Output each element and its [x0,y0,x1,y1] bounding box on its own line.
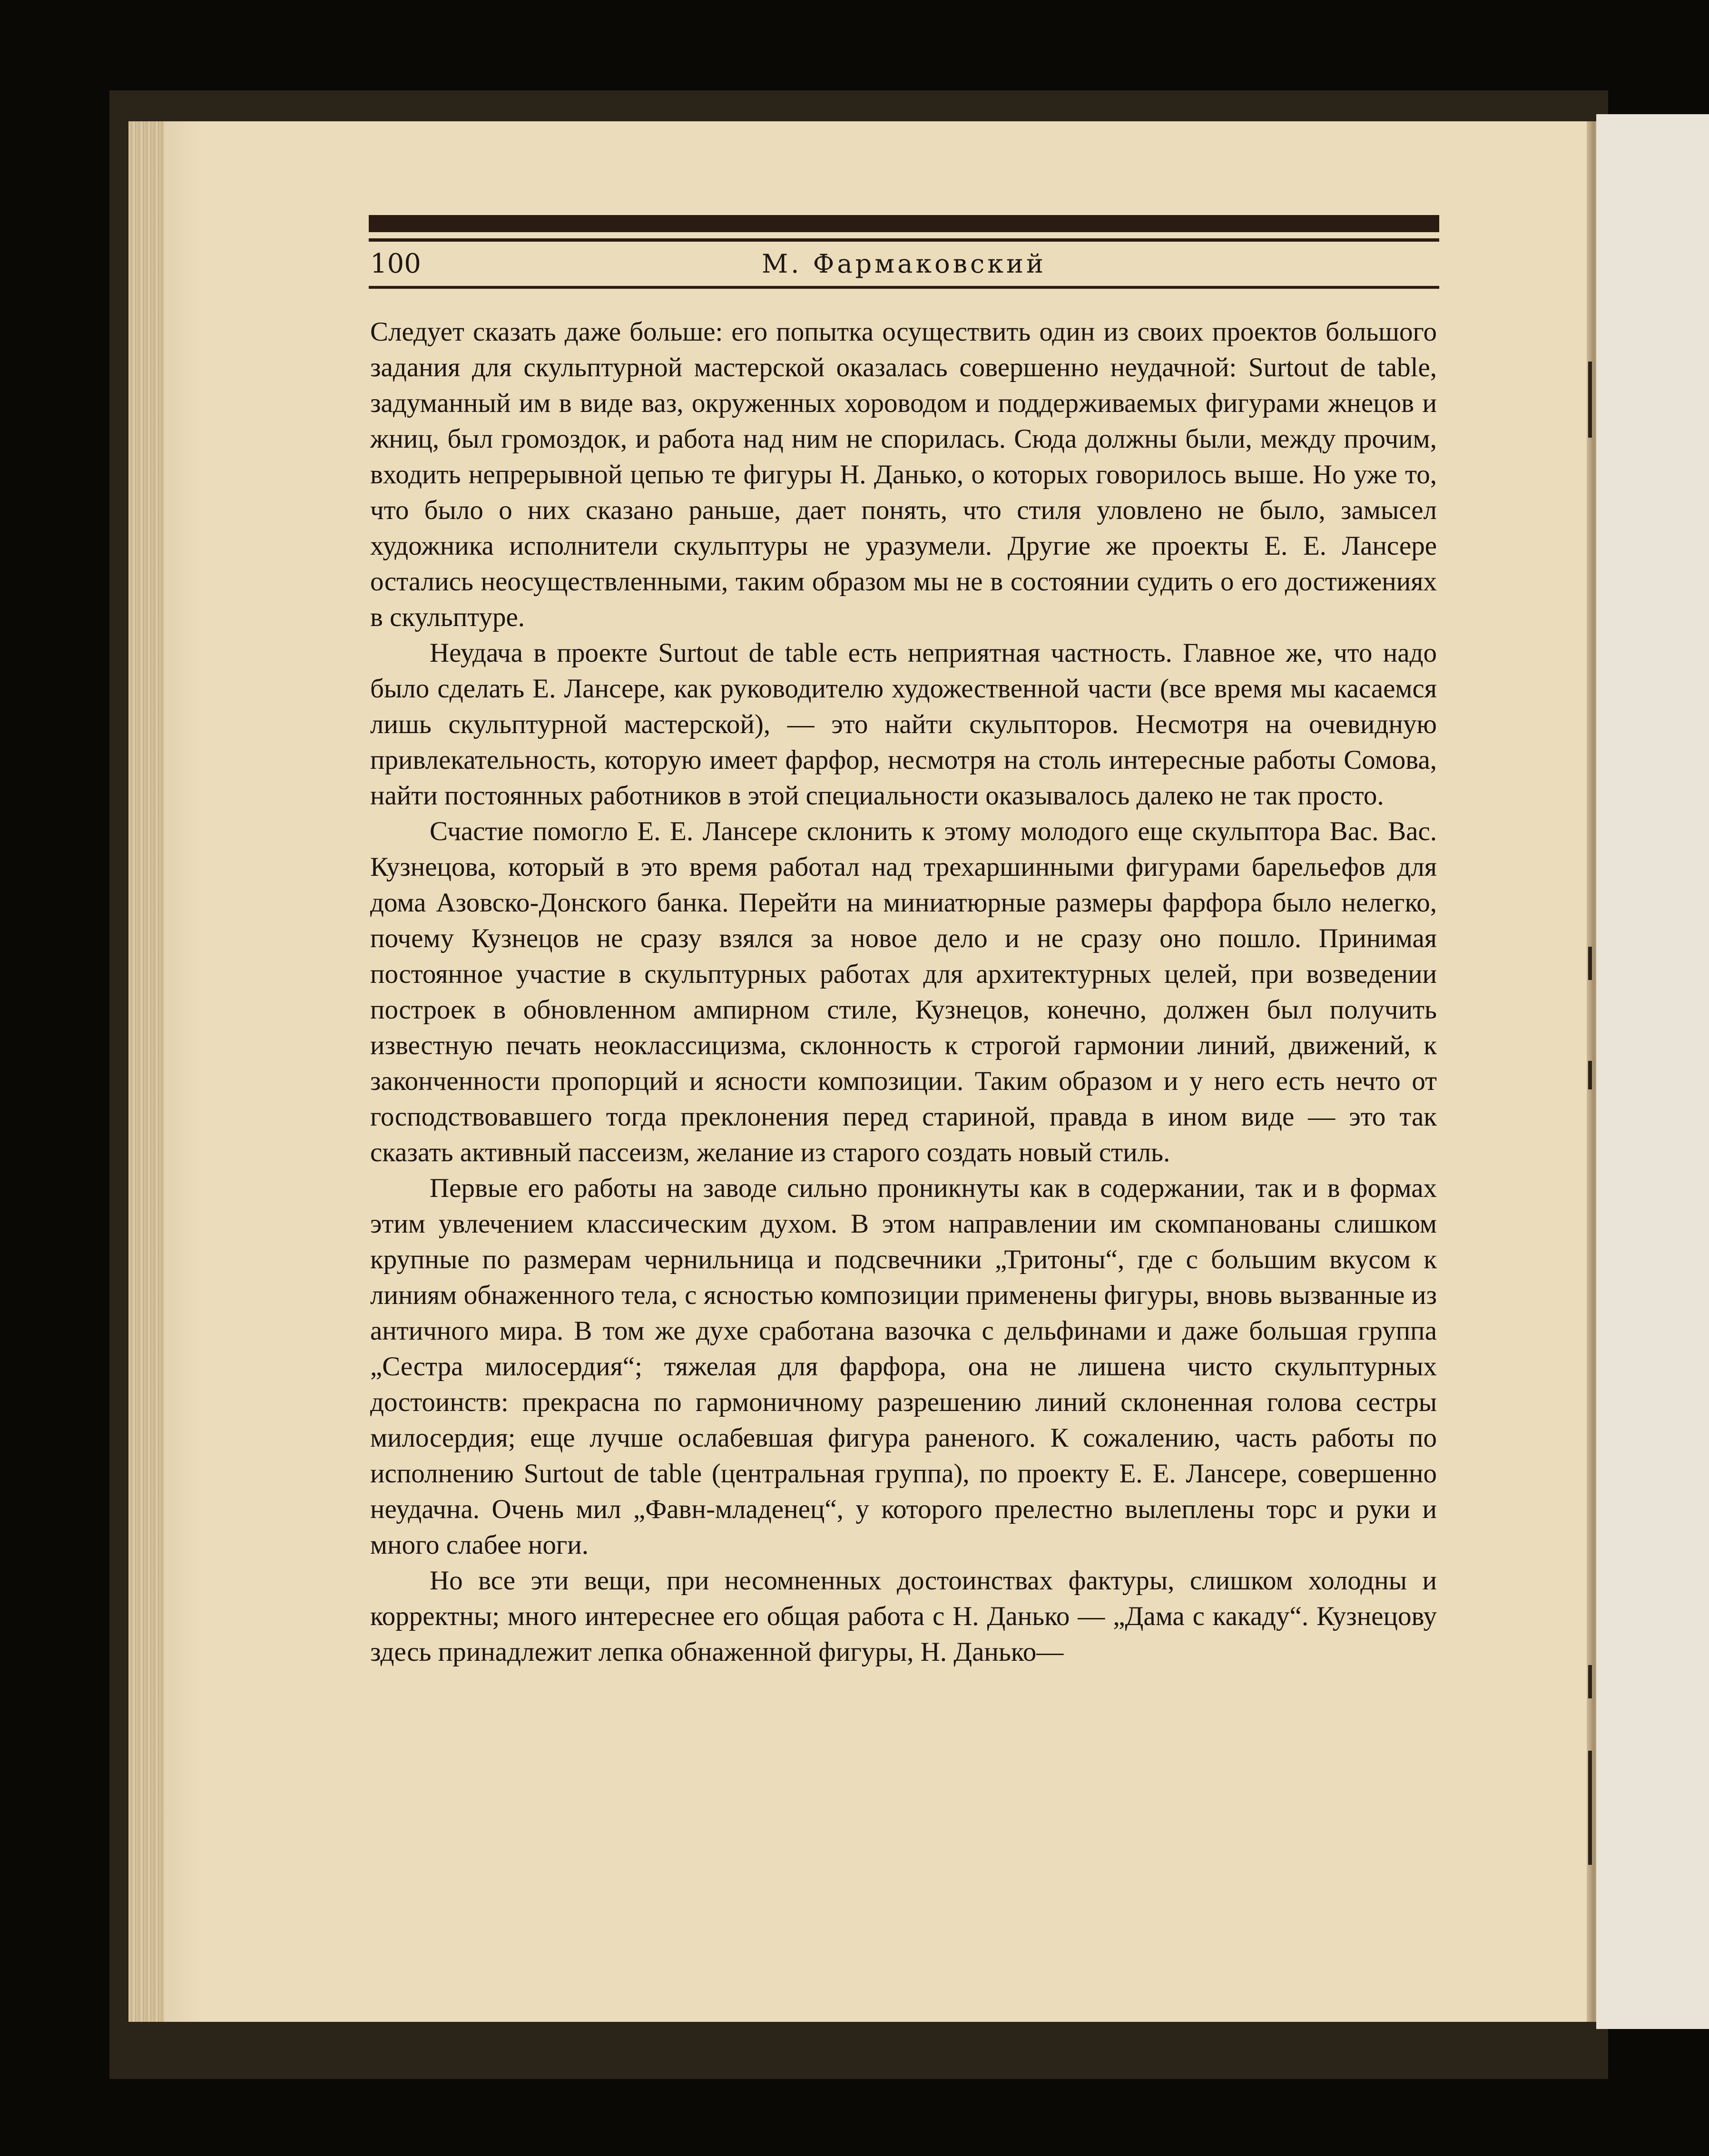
running-title: М. Фармаковский [761,249,1047,279]
facing-page [1596,114,1709,2029]
body-text [370,314,1437,1670]
binding-thread-mark [1588,1665,1592,1698]
paragraph: Следует сказать даже больше: его попытка осуществить один из своих проектов большого задания для скульптурной мастерской оказалась совершенно неудачной: Surtout de table, задуманный им в виде ваз, окруженных хороводом и поддерживаемых фигурами жнецов и жниц, был громоздок, и работа над ним не спорилась. Сюда должны были, между прочим, входить непрерывной цепью те фигуры Н. Данько, о которых говорилось выше. Но уже то, что было о них сказано раньше, дает понять, что стиля уловлено не было, замысел художника исполнители скульптуры не уразумели. Другие же проекты Е. Е. Лансере остались неосуществленными, таким образом мы не в состоянии судить о его достижениях в скульптуре. [370,317,1437,632]
page-number: 100 [370,248,421,279]
binding-thread-mark [1588,1751,1592,1865]
binding-thread-mark [1588,1061,1592,1089]
binding-thread-mark [1588,362,1592,438]
header-rule-thick [369,215,1439,232]
paragraph: Первые его работы на заводе сильно проникнуты как в содержании, так и в формах этим увлечением классическим духом. В этом направлении им скомпанованы слишком крупные по размерам чернильница и подсвечники „Тритоны“, где с большим вкусом к линиям обнаженного тела, с ясностью композиции применены фигуры, вновь вызванные из античного мира. В том же духе сработана вазочка с дельфинами и даже большая группа „Сестра милосердия“; тяжелая для фарфора, она не лишена чисто скульптурных достоинств: прекрасна по гармоничному разрешению линий склоненная голова сестры милосердия; еще лучше ослабевшая фигура раненого. К сожалению, часть работы по исполнению Surtout de table (центральная группа), по проекту Е. Е. Лансере, совершенно неудачна. Очень мил „Фавн-младенец“, у которого прелестно вылеплены торс и руки и много слабее ноги. [370,1173,1437,1560]
header-underline-rule [369,286,1439,289]
binding-thread-mark [1588,947,1592,980]
page-stack-edge [128,121,167,2022]
paragraph: Но все эти вещи, при несомненных достоинствах фактуры, слишком холодны и корректны; много интереснее его общая работа с Н. Данько — „Дама с какаду“. Кузнецову здесь принадлежит лепка обнаженной фигуры, Н. Данько— [370,1566,1437,1667]
paragraph: Счастие помогло Е. Е. Лансере склонить к этому молодого еще скульптора Вас. Вас. Кузнецова, который в это время работал над трехаршинными фигурами барельефов для дома Азовско-Донского банка. Перейти на миниатюрные размеры фарфора было нелегко, почему Кузнецов не сразу взялся за новое дело и не сразу оно пошло. Принимая постоянное участие в скульптурных работах для архитектурных целей, при возведении построек в обновленном ампирном стиле, Кузнецов, конечно, должен был получить известную печать неоклассицизма, склонность к строгой гармонии линий, движений, к законченности пропорций и ясности композиции. Таким образом и у него есть нечто от господствовавшего тогда преклонения перед стариной, правда в ином виде — это так сказать активный пассеизм, желание из старого создать новый стиль. [370,816,1437,1167]
header-rule-thin [369,238,1439,242]
paragraph: Неудача в проекте Surtout de table есть неприятная частность. Главное же, что надо было сделать Е. Лансере, как руководителю художественной части (все время мы касаемся лишь скульптурной мастерской), — это найти скульпторов. Несмотря на очевидную привлекательность, которую имеет фарфор, несмотря на столь интересные работы Сомова, найти постоянных работников в этой специальности оказывалось далеко не так просто. [370,638,1437,811]
